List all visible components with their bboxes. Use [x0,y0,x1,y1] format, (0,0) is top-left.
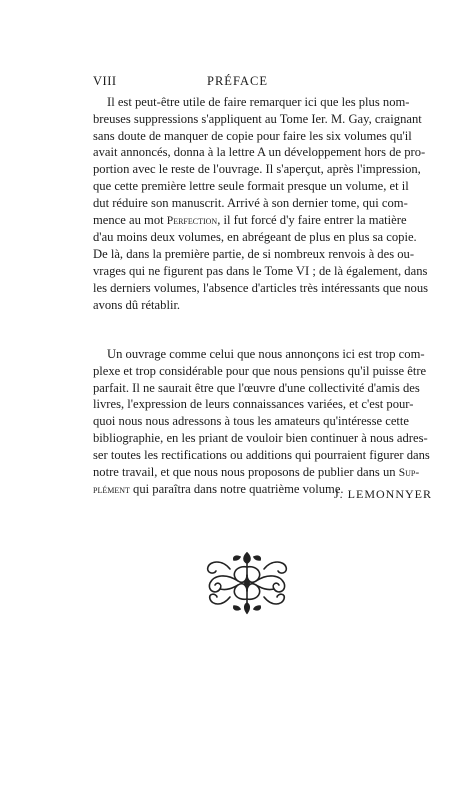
author-signature: J. LEMONNYER [334,487,432,501]
text-line: plément qui paraîtra dans notre quatrième volume. [93,482,344,497]
text-line: ser toutes les rectifications ou additions qui pourraient figurer dans [93,447,430,462]
text-line: Un ouvrage comme celui que nous annonçons ici est trop com- [107,347,425,361]
text-line: les derniers volumes, l'absence d'articles très intéressants que nous [93,280,429,295]
page-number: VIII [93,74,117,88]
text-line: sans doute de manquer de copie pour faire les six volumes qu'il [93,128,412,143]
text-line: Il est peut-être utile de faire remarquer ici que les plus nom- [107,95,410,109]
floral-fleuron-ornament-icon [200,547,294,619]
text-line: livres, l'expression de leurs connaissances variées, et c'est pour- [93,397,414,412]
text-line: dut réduire son manuscrit. Arrivé à son dernier tome, qui com- [93,195,408,210]
text-line: De là, dans la première partie, de si nombreux renvois à des ou- [93,247,415,262]
text-line: bibliographie, en les priant de vouloir bien continuer à nous adres- [93,430,428,445]
text-line: avons dû rétablir. [93,297,181,312]
small-caps-word: Perfection [166,214,218,227]
paragraph-1 [93,94,429,313]
text-line: notre travail, et que nous nous proposons de publier dans un Sup- [93,464,420,479]
small-caps-word: Sup- [398,466,420,479]
text-line: parfait. Il ne saurait être que l'œuvre d'une collectivité d'amis des [93,380,420,395]
text-line: que cette première lettre seule formait presque un volume, et il [93,178,409,193]
text-line: quoi nous nous adressons à tous les amateurs qu'intéresse cette [93,414,409,429]
text-line: portion avec le reste de l'ouvrage. Il s'aperçut, après l'impression, [93,162,421,177]
running-header [93,74,382,90]
text-line: vrages qui ne figurent pas dans le Tome VI ; de là également, dans [93,263,428,278]
text-line: breuses suppressions s'appliquent au Tome Ier. M. Gay, craignant [93,111,422,126]
page-title: PRÉFACE [207,74,268,88]
text-line: mence au mot Perfection, il fut forcé d'y faire entrer la matière [93,212,407,227]
text-line: avait annoncés, donna à la lettre A un développement hors de pro- [93,145,426,160]
small-caps-word: plément [93,484,130,497]
text-line: plexe et trop considérable pour que nous pensions qu'il puisse être [93,363,427,378]
text-line: d'au moins deux volumes, en abrégeant de plus en plus sa copie. [93,230,417,245]
